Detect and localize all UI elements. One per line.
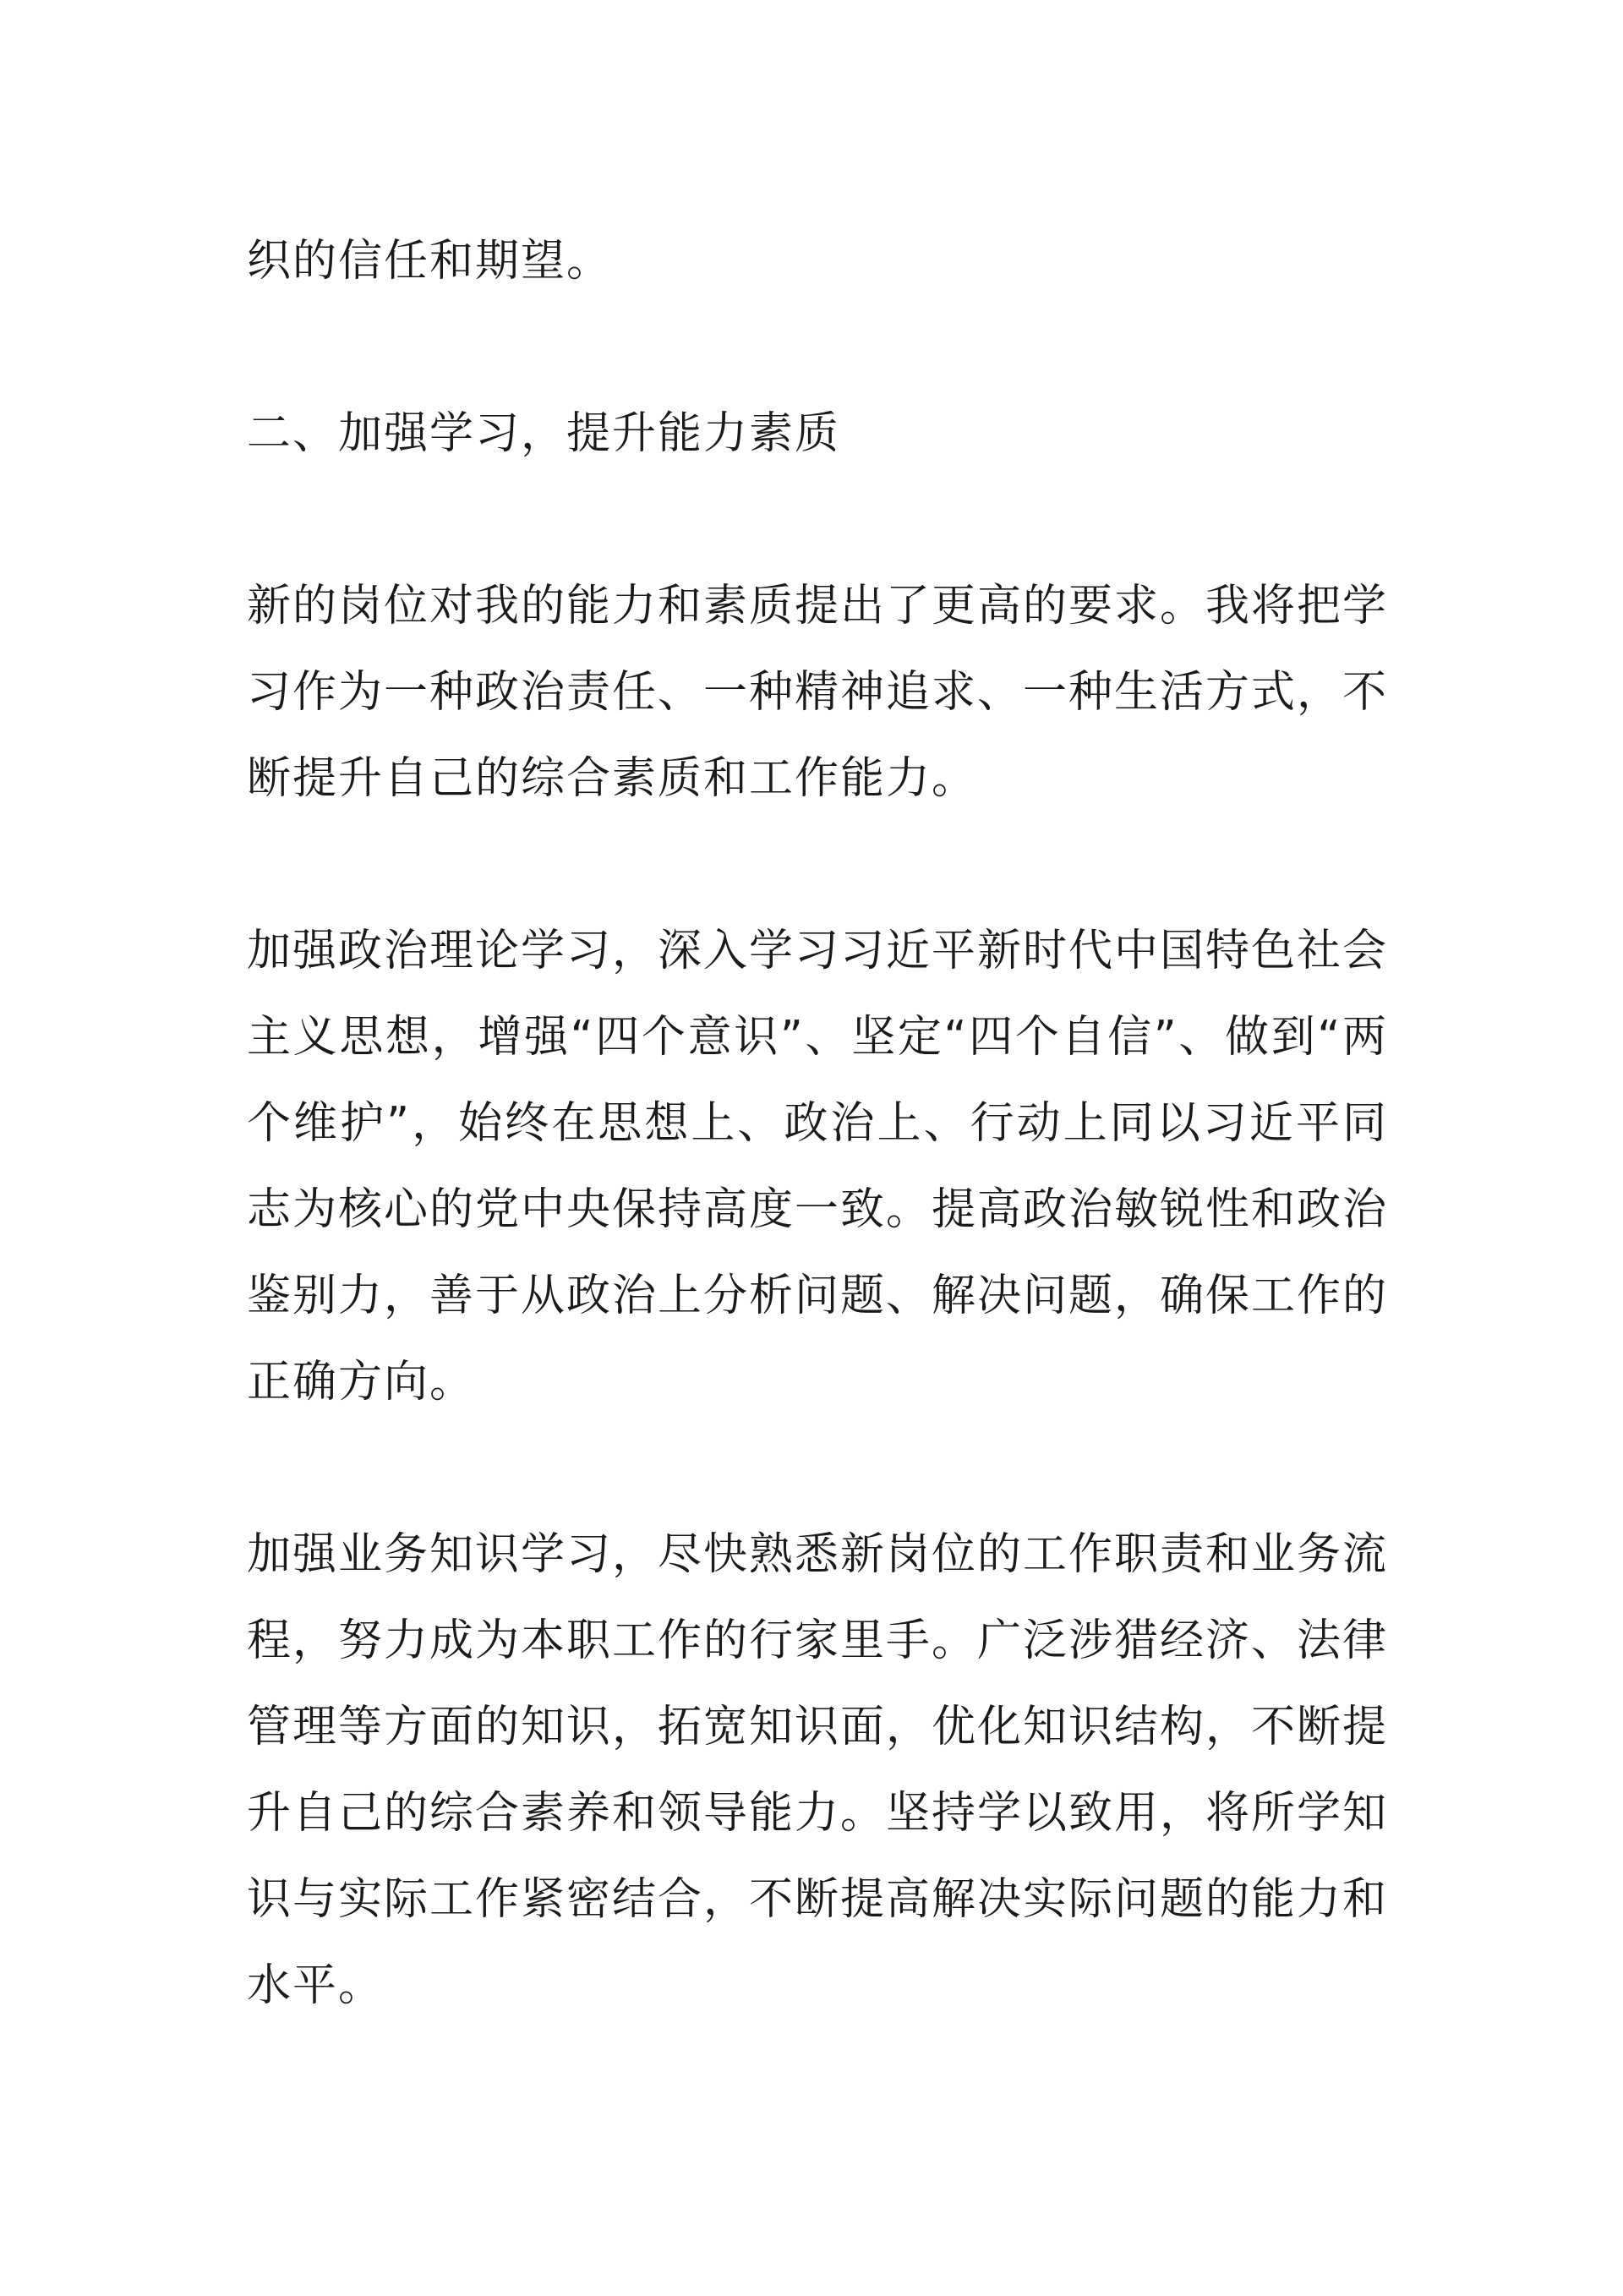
section-heading: 二、加强学习，提升能力素质: [247, 408, 841, 459]
paragraph-political-theory: 加强政治理论学习，深入学习习近平新时代中国特色社会主义思想，增强“四个意识”、坚定“四个自信”、做到“两个维护”，始终在思想上、政治上、行动上同以习近平同志为核心的党中央保持高度一致。提高政治敏锐性和政治鉴别力，善于从政治上分析问题、解决问题，确保工作的正确方向。: [247, 926, 1389, 1408]
paragraph-spacer: [247, 822, 1388, 908]
paragraph-spacer: [247, 1425, 1388, 1512]
paragraph-intro: 新的岗位对我的能力和素质提出了更高的要求。我将把学习作为一种政治责任、一种精神追求、一种生活方式，不断提升自己的综合素质和工作能力。: [247, 581, 1389, 804]
paragraph-continuation: 织的信任和期望。: [247, 236, 613, 287]
paragraph-spacer: [247, 477, 1388, 563]
paragraph-spacer: [247, 304, 1388, 391]
paragraph-business-knowledge: 加强业务知识学习，尽快熟悉新岗位的工作职责和业务流程，努力成为本职工作的行家里手。广泛涉猎经济、法律管理等方面的知识，拓宽知识面，优化知识结构，不断提升自己的综合素养和领导能力。坚持学以致用，将所学知识与实际工作紧密结合，不断提高解决实际问题的能力和水平。: [247, 1529, 1389, 2011]
document-body: [247, 218, 1388, 2029]
